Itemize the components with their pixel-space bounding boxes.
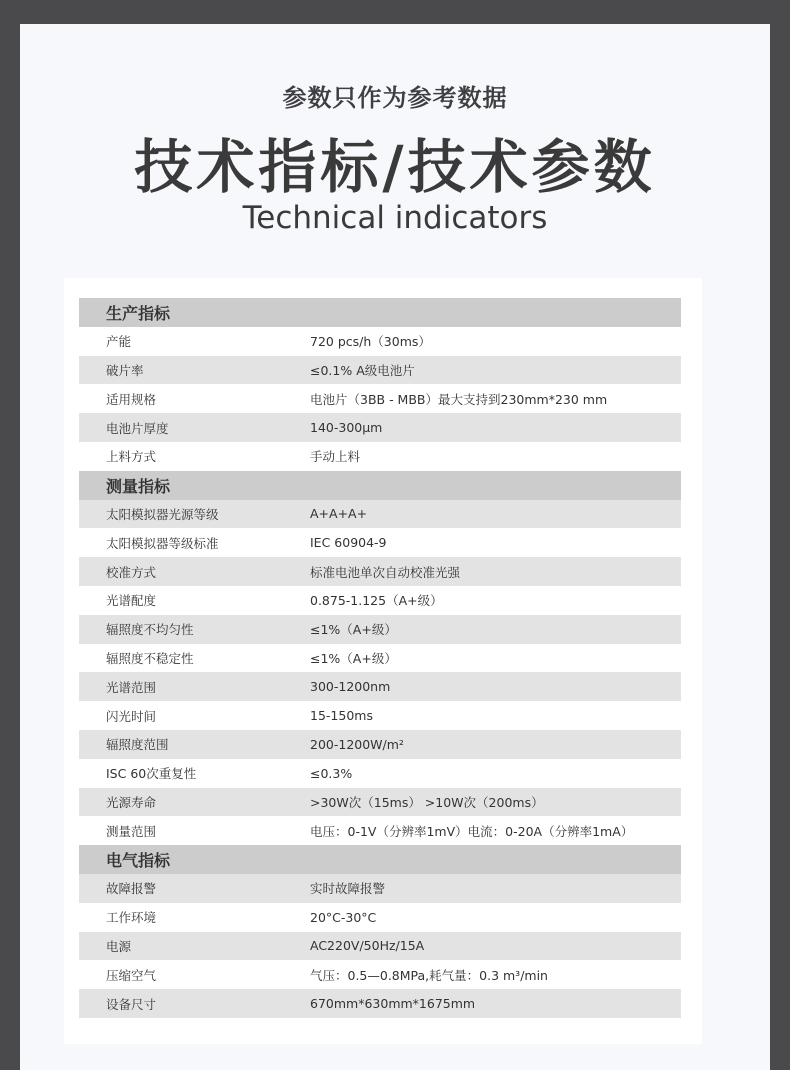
spec-table: [79, 298, 681, 1018]
section-title: 生产指标: [106, 303, 171, 323]
table-row: [79, 528, 681, 557]
page-subtitle: 参数只作为参考数据: [282, 84, 508, 112]
section-header-production: [79, 298, 681, 327]
spec-value: 气压：0.5—0.8MPa,耗气量：0.3 m³/min: [310, 967, 548, 983]
spec-value: 0.875-1.125（A+级）: [310, 593, 443, 609]
spec-value: 300-1200nm: [310, 679, 391, 695]
spec-value: ≤1%（A+级）: [310, 622, 397, 638]
spec-card: [64, 278, 702, 1044]
page-title: 技术指标/技术参数: [134, 133, 656, 201]
spec-name: 闪光时间: [106, 708, 157, 724]
spec-value: 20°C-30°C: [310, 909, 377, 925]
spec-name: 测量范围: [106, 823, 157, 839]
spec-value: 670mm*630mm*1675mm: [310, 996, 476, 1012]
spec-name: 设备尺寸: [106, 996, 157, 1012]
spec-name: 适用规格: [106, 391, 157, 407]
spec-value: IEC 60904-9: [310, 535, 387, 551]
spec-name: 光谱配度: [106, 593, 157, 609]
table-row: [79, 701, 681, 730]
spec-name: 辐照度不稳定性: [106, 650, 194, 666]
spec-name: 压缩空气: [106, 967, 157, 983]
table-row: [79, 960, 681, 989]
table-row: [79, 874, 681, 903]
spec-value: 200-1200W/m²: [310, 736, 404, 752]
table-row: [79, 500, 681, 529]
table-row: [79, 672, 681, 701]
table-row: [79, 615, 681, 644]
spec-name: 太阳模拟器光源等级: [106, 506, 219, 522]
spec-name: 电池片厚度: [106, 420, 169, 436]
spec-name: 校准方式: [106, 564, 157, 580]
table-row: [79, 816, 681, 845]
spec-name: 辐照度不均匀性: [106, 622, 194, 638]
section-header-measurement: [79, 471, 681, 500]
table-row: [79, 557, 681, 586]
spec-value: >30W次（15ms） >10W次（200ms）: [310, 794, 544, 810]
table-row: [79, 442, 681, 471]
table-row: [79, 586, 681, 615]
spec-value: ≤0.1% A级电池片: [310, 362, 415, 378]
spec-name: 太阳模拟器等级标准: [106, 535, 219, 551]
spec-name: 产能: [106, 334, 132, 350]
spec-value: ≤1%（A+级）: [310, 650, 397, 666]
spec-name: 辐照度范围: [106, 737, 169, 753]
spec-value: 720 pcs/h（30ms）: [310, 334, 431, 350]
spec-name: 上料方式: [106, 449, 157, 465]
spec-name: 光谱范围: [106, 679, 157, 695]
spec-value: 140-300μm: [310, 420, 383, 436]
spec-name: 电源: [106, 938, 132, 954]
spec-name: ISC 60次重复性: [106, 766, 197, 782]
spec-value: AC220V/50Hz/15A: [310, 938, 425, 954]
table-row: [79, 932, 681, 961]
spec-value: 手动上料: [310, 449, 361, 465]
section-title: 测量指标: [106, 476, 171, 496]
spec-value: 电池片（3BB - MBB）最大支持到230mm*230 mm: [310, 391, 608, 407]
table-row: [79, 730, 681, 759]
spec-value: 标准电池单次自动校准光强: [310, 564, 461, 580]
spec-name: 工作环境: [106, 910, 157, 926]
table-row: [79, 989, 681, 1018]
table-row: [79, 788, 681, 817]
table-row: [79, 903, 681, 932]
spec-value: ≤0.3%: [310, 765, 353, 781]
spec-name: 故障报警: [106, 881, 157, 897]
section-header-electrical: [79, 845, 681, 874]
table-row: [79, 413, 681, 442]
page: [20, 24, 770, 1070]
table-row: [79, 644, 681, 673]
spec-value: 实时故障报警: [310, 881, 386, 897]
section-title: 电气指标: [106, 851, 171, 871]
table-row: [79, 384, 681, 413]
spec-value: A+A+A+: [310, 506, 368, 522]
page-english-title: Technical indicators: [242, 200, 548, 236]
table-row: [79, 327, 681, 356]
spec-value: 15-150ms: [310, 708, 373, 724]
table-row: [79, 759, 681, 788]
table-row: [79, 356, 681, 385]
spec-name: 光源寿命: [106, 794, 157, 810]
spec-name: 破片率: [106, 362, 144, 378]
spec-value: 电压：0-1V（分辨率1mV）电流：0-20A（分辨率1mA）: [310, 823, 634, 839]
